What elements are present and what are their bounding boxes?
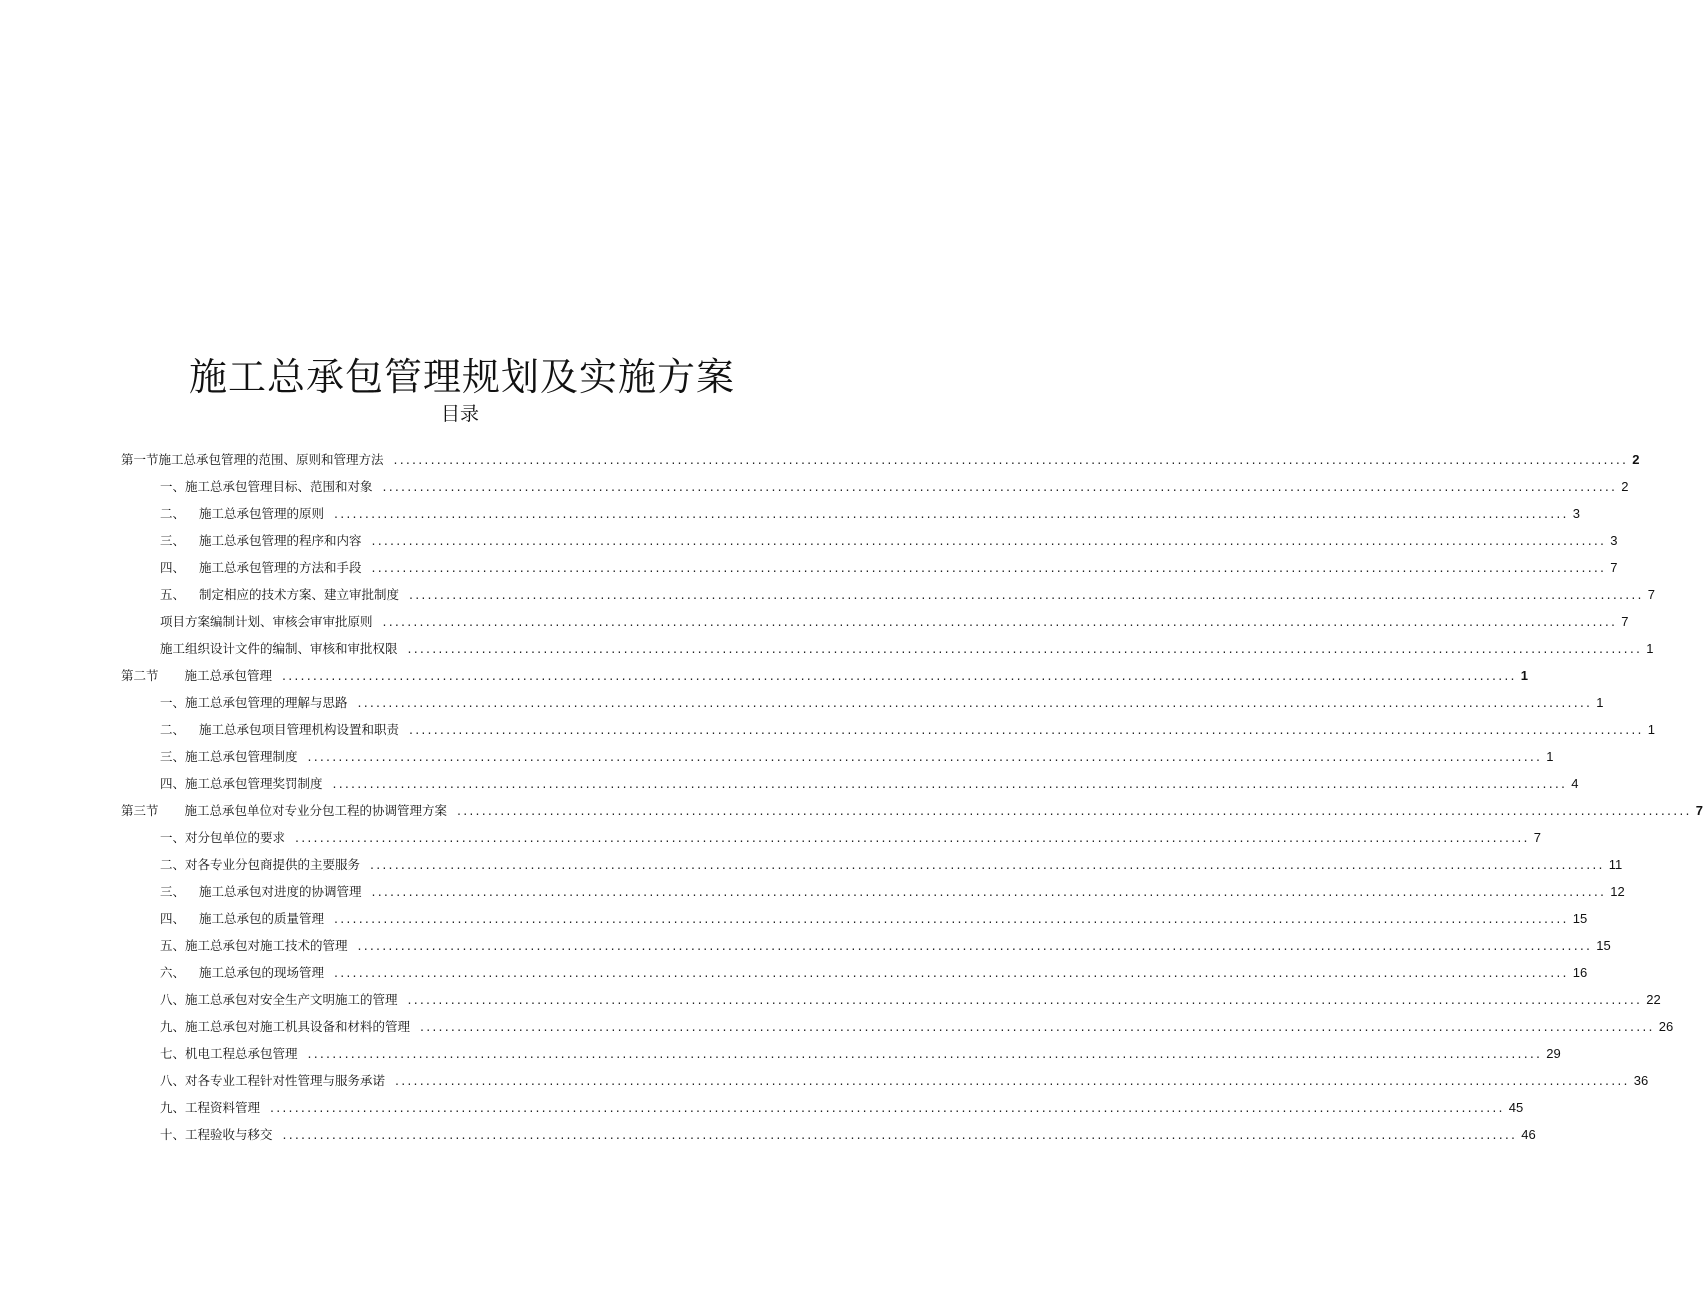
toc-entry-label [160, 585, 399, 603]
toc-leader-dots: ........................................................................................................................................................................................................ [334, 965, 1569, 980]
toc-entry[interactable] [160, 882, 1625, 904]
toc-leader-dots: ........................................................................................................................................................................................................ [382, 479, 1618, 494]
toc-entry-text: 项目方案编制计划、审核会审审批原则 [160, 614, 373, 629]
toc-leader-dots: ........................................................................................................................................................................................................ [270, 1100, 1505, 1115]
toc-entry-text: 施工总承包单位对专业分包工程的协调管理方案 [184, 803, 448, 818]
toc-leader-dots: ........................................................................................................................................................................................................ [395, 1073, 1630, 1088]
toc-entry[interactable] [160, 477, 1629, 499]
toc-entry-label [121, 801, 447, 819]
toc-entry[interactable] [160, 531, 1618, 553]
toc-leader-dots: ........................................................................................................................................................................................................ [393, 452, 1629, 467]
toc-leader-dots: ........................................................................................................................................................................................................ [282, 1127, 1518, 1142]
document-title: 施工总承包管理规划及实施方案 [188, 355, 735, 399]
toc-entry-text: 施工总承包管理的程序和内容 [199, 533, 362, 548]
toc-entry-label [121, 450, 384, 468]
toc-entry-label [160, 531, 362, 549]
toc-page-number: 4 [1571, 776, 1579, 791]
toc-entry-text: 施工总承包管理制度 [185, 749, 298, 764]
toc-page-number: 2 [1632, 452, 1640, 467]
toc-entry[interactable] [160, 909, 1588, 931]
toc-leader-dots: ........................................................................................................................................................................................................ [332, 776, 1568, 791]
toc-entry-label [160, 1017, 410, 1035]
toc-entry-label [160, 828, 285, 846]
toc-entry-label [160, 963, 324, 981]
toc-entry-number: 八、 [160, 1073, 186, 1088]
toc-entry-text: 施工总承包项目管理机构设置和职责 [199, 722, 400, 737]
toc-entry-label [160, 1044, 298, 1062]
toc-leader-dots: ........................................................................................................................................................................................................ [357, 695, 1593, 710]
toc-section-entry[interactable] [121, 666, 1528, 688]
toc-entry-text: 施工总承包的现场管理 [199, 965, 325, 980]
toc-section-entry[interactable] [121, 450, 1640, 472]
toc-entry-number: 四、 [160, 560, 186, 575]
toc-page-number: 15 [1596, 938, 1611, 953]
toc-entry[interactable] [160, 774, 1579, 796]
toc-entry-text: 施工总承包管理的范围、原则和管理方法 [158, 452, 384, 467]
toc-entry-number: 三、 [160, 884, 186, 899]
toc-entry-number: 二、 [160, 722, 186, 737]
toc-leader-dots: ........................................................................................................................................................................................................ [409, 587, 1644, 602]
toc-entry-text: 施工总承包的质量管理 [199, 911, 325, 926]
toc-entry-label [160, 855, 360, 873]
toc-entry-text: 施工总承包对施工技术的管理 [185, 938, 348, 953]
toc-entry[interactable] [160, 1071, 1649, 1093]
toc-entry[interactable] [160, 963, 1588, 985]
toc-leader-dots: ........................................................................................................................................................................................................ [334, 911, 1569, 926]
toc-entry-text: 机电工程总承包管理 [185, 1046, 298, 1061]
toc-entry[interactable] [160, 990, 1661, 1012]
toc-entry-number: 五、 [160, 938, 186, 953]
toc-entry[interactable] [160, 504, 1580, 526]
toc-entry-text: 施工总承包管理奖罚制度 [185, 776, 323, 791]
toc-page-number: 3 [1610, 533, 1618, 548]
toc-leader-dots: ........................................................................................................................................................................................................ [407, 992, 1643, 1007]
toc-entry[interactable] [160, 585, 1655, 607]
toc-entry-text: 施工总承包管理 [184, 668, 273, 683]
toc-entry-text: 施工总承包对进度的协调管理 [199, 884, 362, 899]
toc-entry-label [160, 1098, 260, 1116]
toc-page-number: 26 [1658, 1019, 1674, 1034]
toc-leader-dots: ........................................................................................................................................................................................................ [371, 884, 1607, 899]
toc-entry[interactable] [160, 558, 1618, 580]
toc-entry-text: 施工总承包管理的方法和手段 [199, 560, 362, 575]
toc-entry-text: 工程验收与移交 [185, 1127, 273, 1142]
toc-page-number: 7 [1695, 803, 1703, 818]
toc-entry-number: 三、 [160, 749, 186, 764]
toc-entry-label [160, 1125, 273, 1143]
toc-entry-number: 八、 [160, 992, 186, 1007]
toc-entry-number: 四、 [160, 776, 186, 791]
toc-page-number: 15 [1572, 911, 1588, 926]
toc-section-entry[interactable] [121, 801, 1703, 823]
toc-entry-text: 工程资料管理 [185, 1100, 261, 1115]
toc-page-number: 2 [1621, 479, 1629, 494]
toc-leader-dots: ........................................................................................................................................................................................................ [409, 722, 1644, 737]
toc-entry-number: 九、 [160, 1019, 186, 1034]
toc-page-number: 46 [1521, 1127, 1536, 1142]
toc-leader-dots: ........................................................................................................................................................................................................ [357, 938, 1593, 953]
toc-entry-number: 七、 [160, 1046, 186, 1061]
toc-entry-number: 二、 [160, 506, 186, 521]
toc-page-number: 1 [1647, 722, 1655, 737]
toc-entry[interactable] [160, 747, 1554, 769]
toc-entry-text: 制定相应的技术方案、建立审批制度 [199, 587, 400, 602]
toc-page-number: 1 [1596, 695, 1604, 710]
toc-entry-number: 第二节 [121, 668, 159, 683]
toc-page-number: 11 [1608, 857, 1623, 872]
toc-entry-number: 五、 [160, 587, 186, 602]
toc-entry[interactable] [160, 855, 1623, 877]
toc-entry[interactable] [160, 1098, 1524, 1120]
toc-entry-text: 施工组织设计文件的编制、审核和审批权限 [160, 641, 398, 656]
toc-entry-label [121, 666, 272, 684]
toc-leader-dots: ........................................................................................................................................................................................................ [370, 857, 1605, 872]
toc-entry-label [160, 774, 323, 792]
toc-entry-number: 十、 [160, 1127, 186, 1142]
toc-entry-label [160, 612, 373, 630]
toc-page-number: 7 [1647, 587, 1655, 602]
toc-entry[interactable] [160, 1017, 1674, 1039]
toc-page-number: 3 [1572, 506, 1580, 521]
toc-entry-number: 第一节 [121, 452, 159, 467]
toc-page-number: 29 [1546, 1046, 1561, 1061]
toc-entry-label [160, 558, 362, 576]
toc-leader-dots: ........................................................................................................................................................................................................ [420, 1019, 1655, 1034]
toc-entry-number: 一、 [160, 479, 186, 494]
toc-page-number: 22 [1646, 992, 1661, 1007]
toc-entry-number: 第三节 [121, 803, 159, 818]
toc-entry-label [160, 936, 348, 954]
toc-entry-label [160, 990, 398, 1008]
toc-leader-dots: ........................................................................................................................................................................................................ [382, 614, 1618, 629]
toc-entry[interactable] [160, 612, 1629, 634]
toc-entry-text: 施工总承包管理目标、范围和对象 [185, 479, 373, 494]
toc-entry[interactable] [160, 720, 1655, 742]
toc-entry-number: 一、 [160, 695, 186, 710]
toc-page-number: 45 [1508, 1100, 1524, 1115]
toc-entry-label [160, 504, 324, 522]
toc-entry-number: 一、 [160, 830, 186, 845]
toc-entry-label [160, 909, 324, 927]
toc-page-number: 7 [1610, 560, 1618, 575]
toc-entry[interactable] [160, 1125, 1536, 1147]
toc-heading: 目录 [440, 403, 479, 425]
toc-entry-number: 二、 [160, 857, 186, 872]
toc-entry-label [160, 1071, 385, 1089]
toc-entry-number: 九、 [160, 1100, 186, 1115]
toc-entry[interactable] [160, 828, 1541, 850]
toc-leader-dots: ........................................................................................................................................................................................................ [457, 803, 1692, 818]
toc-entry-label [160, 477, 373, 495]
toc-leader-dots: ........................................................................................................................................................................................................ [407, 641, 1643, 656]
toc-page-number: 1 [1646, 641, 1654, 656]
toc-page-number: 1 [1520, 668, 1528, 683]
toc-entry-text: 施工总承包管理的理解与思路 [185, 695, 348, 710]
toc-entry-text: 对分包单位的要求 [185, 830, 286, 845]
toc-entry-label [160, 747, 298, 765]
toc-leader-dots: ........................................................................................................................................................................................................ [307, 749, 1543, 764]
toc-leader-dots: ........................................................................................................................................................................................................ [371, 533, 1607, 548]
toc-entry-label [160, 693, 348, 711]
toc-page-number: 36 [1633, 1073, 1649, 1088]
toc-entry-label [160, 639, 398, 657]
toc-leader-dots: ........................................................................................................................................................................................................ [334, 506, 1569, 521]
toc-entry[interactable] [160, 1044, 1561, 1066]
toc-leader-dots: ........................................................................................................................................................................................................ [282, 668, 1517, 683]
toc-page-number: 16 [1572, 965, 1588, 980]
toc-entry[interactable] [160, 693, 1604, 715]
toc-entry-label [160, 882, 362, 900]
toc-leader-dots: ........................................................................................................................................................................................................ [371, 560, 1607, 575]
toc-entry-text: 对各专业分包商提供的主要服务 [185, 857, 361, 872]
toc-entry-text: 对各专业工程针对性管理与服务承诺 [185, 1073, 386, 1088]
toc-entry-number: 三、 [160, 533, 186, 548]
toc-page-number: 12 [1610, 884, 1625, 899]
toc-entry-number: 四、 [160, 911, 186, 926]
toc-entry-number: 六、 [160, 965, 186, 980]
toc-entry-text: 施工总承包对施工机具设备和材料的管理 [185, 1019, 411, 1034]
toc-page-number: 7 [1621, 614, 1629, 629]
toc-entry-text: 施工总承包管理的原则 [199, 506, 325, 521]
toc-entry[interactable] [160, 936, 1611, 958]
toc-leader-dots: ........................................................................................................................................................................................................ [307, 1046, 1543, 1061]
toc-page-number: 1 [1546, 749, 1554, 764]
toc-entry-text: 施工总承包对安全生产文明施工的管理 [185, 992, 398, 1007]
toc-entry-label [160, 720, 399, 738]
toc-entry[interactable] [160, 639, 1654, 661]
toc-leader-dots: ........................................................................................................................................................................................................ [295, 830, 1530, 845]
toc-page-number: 7 [1533, 830, 1541, 845]
